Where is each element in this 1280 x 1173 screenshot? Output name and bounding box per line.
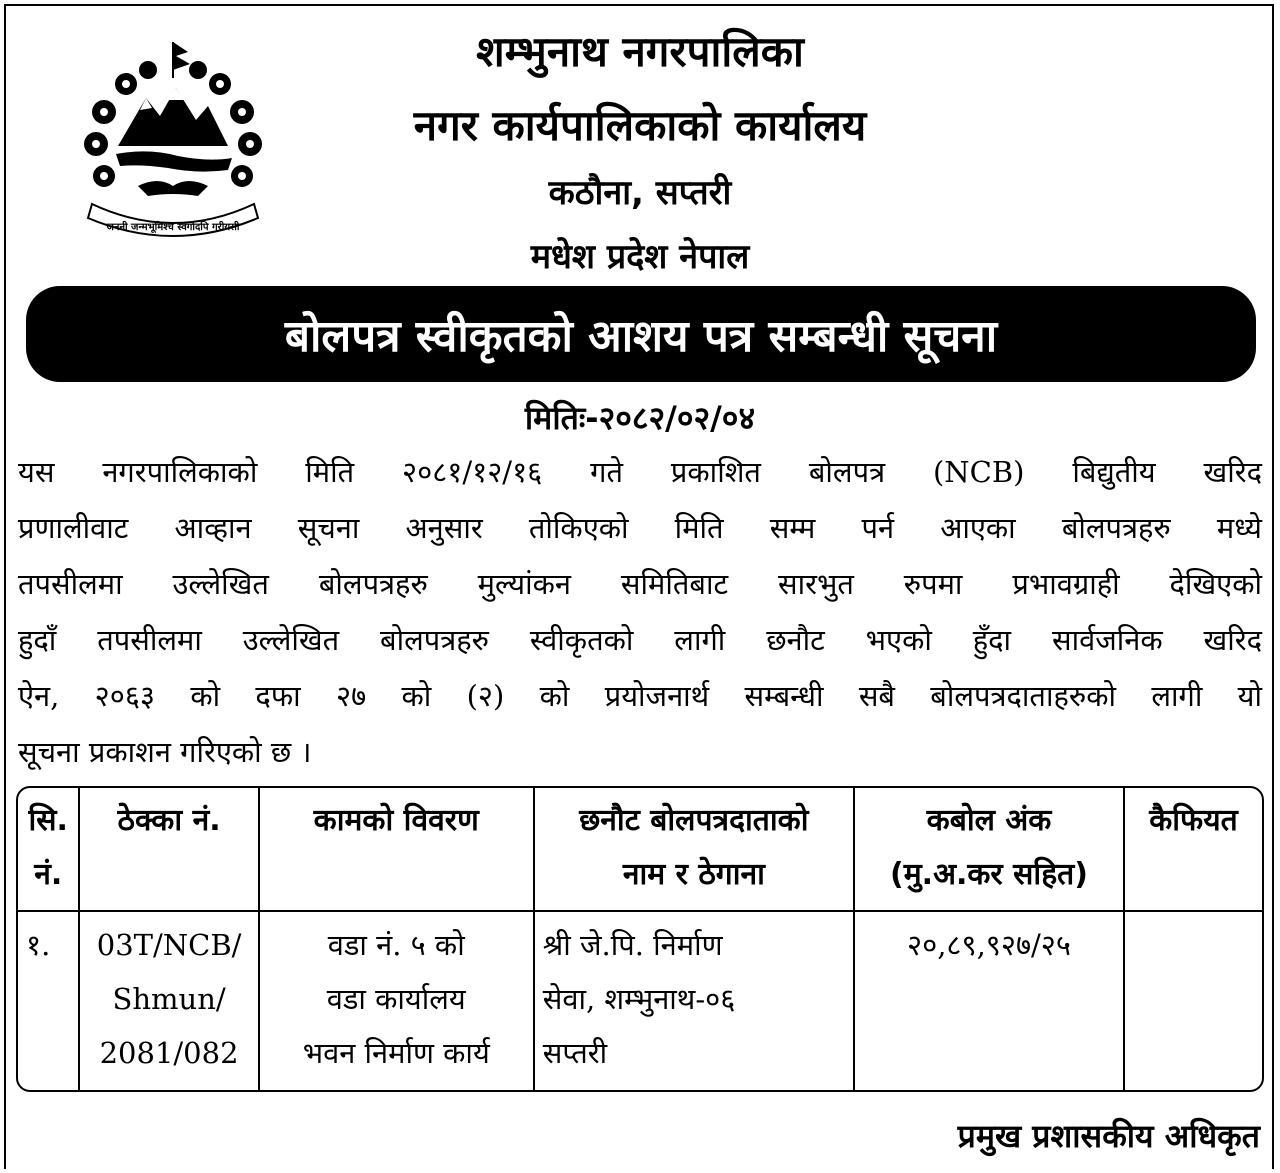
tender-table [16,786,1264,1092]
notice-date: मितिः-२०८२/०२/०४ [524,399,756,437]
cell-remarks [1125,912,1262,1090]
contract-line: Shmun/ [112,982,226,1016]
header-serial-line1: सि. [28,803,68,838]
description-line: वडा नं. ५ को [327,928,465,962]
header-contract-no [80,788,259,912]
cell-bid-amount: २०,८९,९२७/२५ [855,912,1125,1090]
header-serial-line2: नं. [34,857,63,892]
body-line: यस नगरपालिकाको मिति २०८१/१२/१६ गते प्रकाशित बोलपत्र (NCB) बिद्युतीय खरिद [18,455,1262,489]
table-header-row [18,788,1262,912]
office-location: कठौना, सप्तरी [548,173,732,213]
header-bidder-line1: छनौट बोलपत्रदाताको [579,803,809,838]
header-bidder-line2: नाम र ठेगाना [622,857,765,892]
header-bidder [535,788,855,912]
header-remarks-line1: कैफियत [1149,803,1238,838]
cell-serial: १. [18,912,80,1090]
province-name: मधेश प्रदेश नेपाल [530,237,750,277]
cell-contract-no [80,912,259,1090]
cell-bidder [535,912,855,1090]
header-work-description [260,788,535,912]
bidder-line: सप्तरी [542,1036,608,1070]
contract-line: 03T/NCB/ [96,928,242,962]
emblem-motto: जननी जन्मभूमिश्च स्वर्गादपि गरीयसी [106,222,240,233]
notice-body [18,444,1262,780]
body-line: सूचना प्रकाशन गरिएको छ । [18,735,312,769]
nepal-emblem-icon [68,36,278,246]
header-remarks [1125,788,1262,912]
cell-description [260,912,535,1090]
contract-line: 2081/082 [99,1036,239,1070]
description-line: भवन निर्माण कार्य [302,1036,490,1070]
header-description-line1: कामको विवरण [313,803,479,838]
signatory-title: प्रमुख प्रशासकीय अधिकृत [957,1117,1260,1155]
header-serial [18,788,80,912]
office-name: नगर कार्यपालिकाको कार्यालय [413,101,867,150]
description-line: वडा कार्यालय [326,982,466,1016]
header-bid-amount [855,788,1125,912]
notice-title: बोलपत्र स्वीकृतको आशय पत्र सम्बन्धी सूचना [284,311,998,362]
table-row [18,912,1262,1090]
body-line: तपसीलमा उल्लेखित बोलपत्रहरु मुल्यांकन समितिबाट सारभुत रुपमा प्रभावग्राही देखिएको [18,567,1262,601]
notice-title-banner [26,286,1256,382]
body-line: ऐन, २०६३ को दफा २७ को (२) को प्रयोजनार्थ सम्बन्धी सबै बोलपत्रदाताहरुको लागी यो [18,679,1262,713]
header-amount-line2: (मु.अ.कर सहित) [890,857,1088,892]
municipality-name: शम्भुनाथ नगरपालिका [476,27,804,76]
header-contract-line1: ठेक्का नं. [117,803,221,838]
bidder-line: श्री जे.पि. निर्माण [542,928,723,962]
body-line: हुदाँ तपसीलमा उल्लेखित बोलपत्रहरु स्वीकृतको लागी छनौट भएको हुँदा सार्वजनिक खरिद [18,623,1262,657]
bidder-line: सेवा, शम्भुनाथ-०६ [542,982,736,1016]
body-line: प्रणालीवाट आव्हान सूचना अनुसार तोकिएको मिति सम्म पर्न आएका बोलपत्रहरु मध्ये [18,511,1262,545]
header-amount-line1: कबोल अंक [926,803,1052,838]
